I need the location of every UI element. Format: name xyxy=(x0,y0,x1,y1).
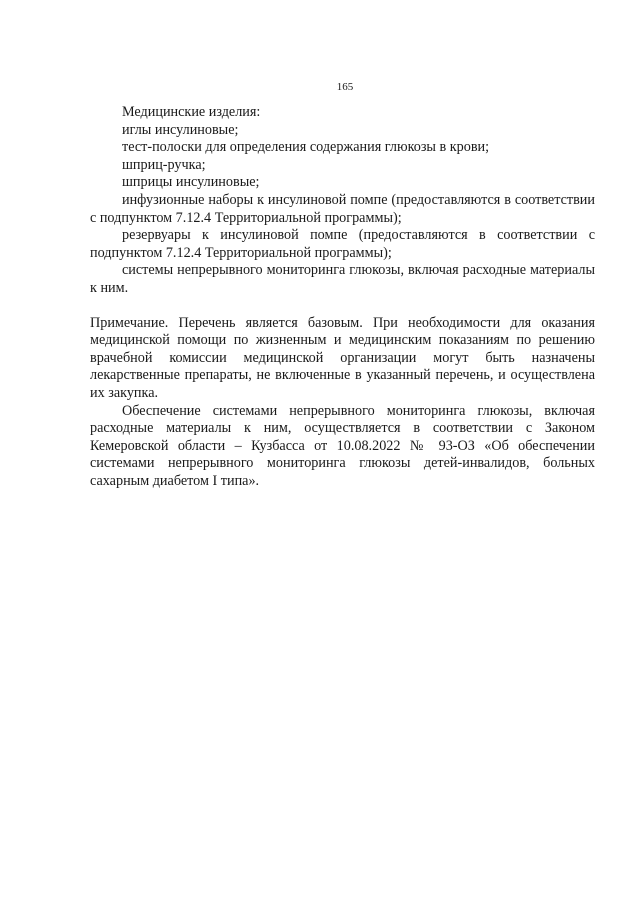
device-item-needles: иглы инсулиновые; xyxy=(122,121,239,138)
page-number: 165 xyxy=(336,81,354,93)
device-item-syringes: шприцы инсулиновые; xyxy=(122,174,260,191)
device-item-reservoirs: резервуары к инсулиновой помпе (предоставляются в соответствии с подпунктом 7.12.4 Территориальной программы); xyxy=(90,227,595,261)
page-content xyxy=(90,104,595,490)
devices-heading: Медицинские изделия: xyxy=(122,104,261,120)
note-paragraph: Примечание. Перечень является базовым. При необходимости для оказания медицинской помощи по жизненным и медицинским показаниям по решению врачебной комиссии медицинской организации могут быть назначены лекарственные препараты, не включенные в указанный перечень, и осуществлена их закупка. xyxy=(90,314,595,401)
device-item-pen: шприц-ручка; xyxy=(122,156,206,173)
paragraph-gap xyxy=(90,298,595,315)
provision-paragraph: Обеспечение системами непрерывного мониторинга глюкозы, включая расходные материалы к ним, осуществляется в соответствии с Законом Кемеровской области – Кузбасса от 10.08.2022 № 93-ОЗ «Об обеспечении системами непрерывного мониторинга глюкозы детей-инвалидов, больных сахарным диабетом I типа». xyxy=(90,402,595,489)
device-item-infusion-sets: инфузионные наборы к инсулиновой помпе (предоставляются в соответствии с подпунктом 7.12.4 Территориальной программы); xyxy=(90,191,595,226)
device-item-test-strips: тест-полоски для определения содержания глюкозы в крови; xyxy=(122,139,490,156)
device-item-cgm-systems: системы непрерывного мониторинга глюкозы, включая расходные материалы к ним. xyxy=(90,262,595,296)
